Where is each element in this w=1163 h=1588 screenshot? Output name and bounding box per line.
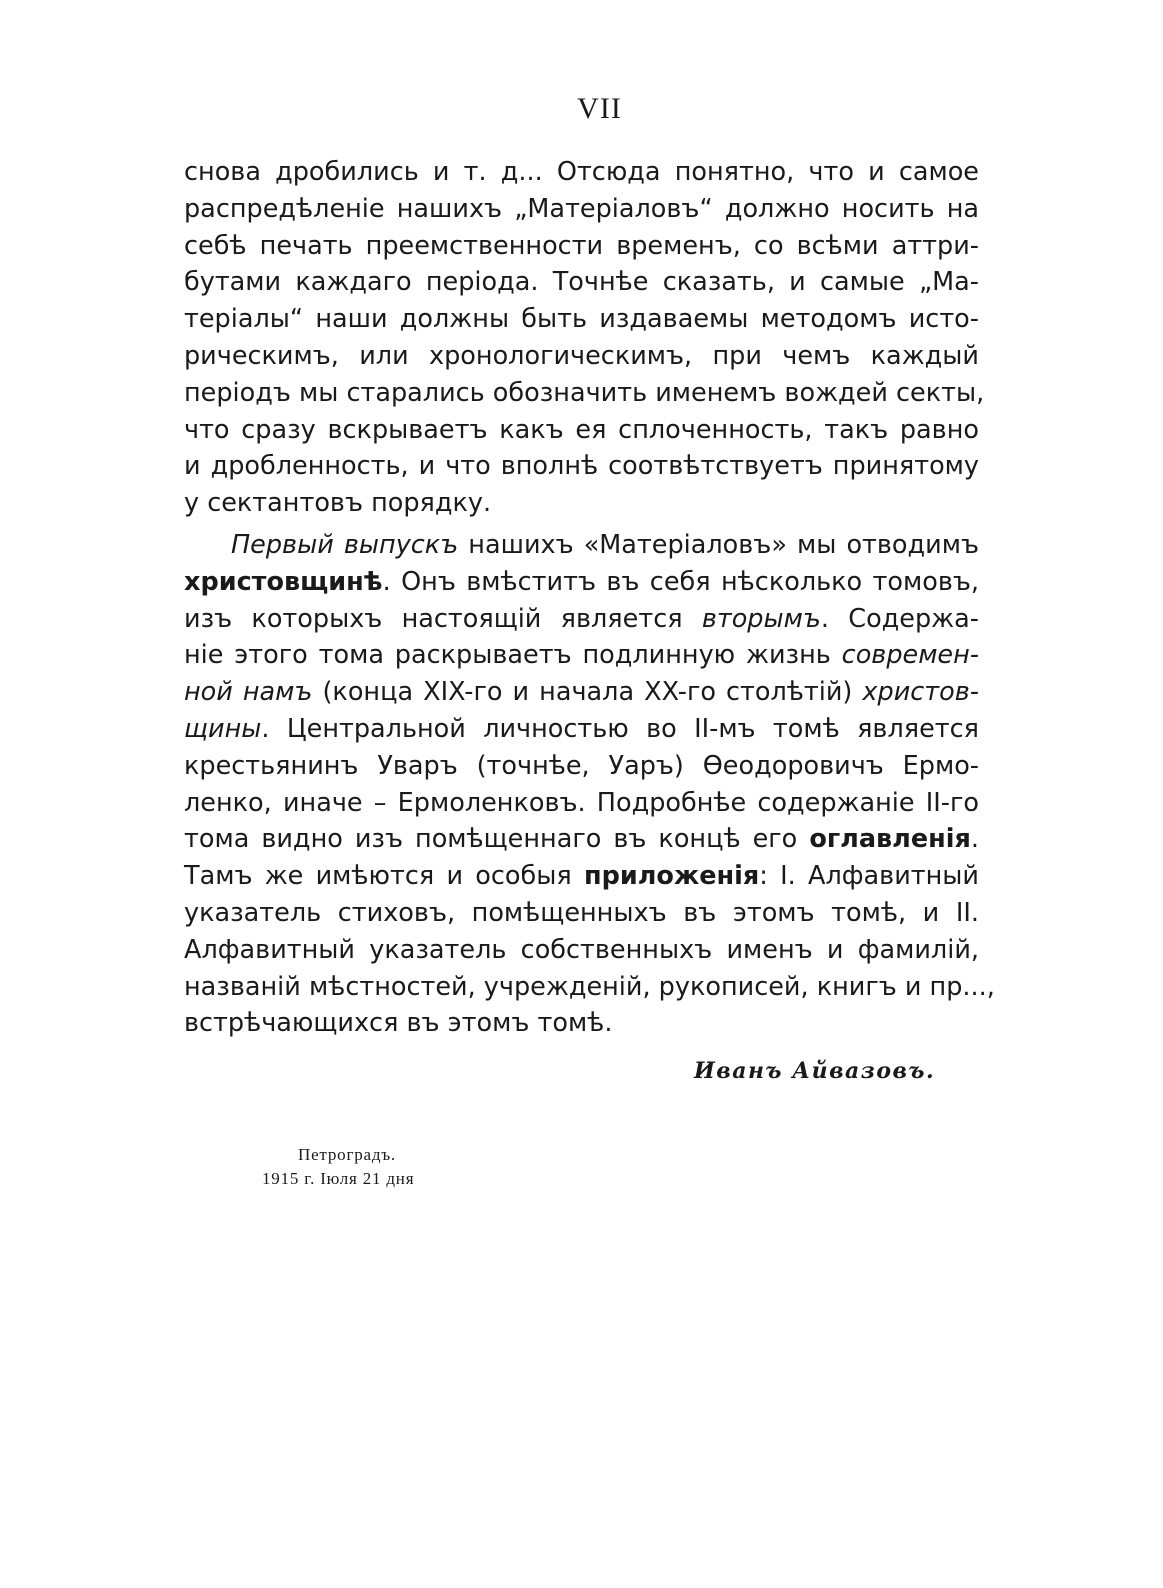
text-line: что сразу вскрываетъ какъ ея сплоченность, такъ равно <box>184 414 979 445</box>
text-line <box>184 858 979 895</box>
text-line: указатель стиховъ, помѣщенныхъ въ этомъ томѣ, и II. <box>184 897 979 928</box>
text-line: крестьянинъ Уваръ (точнѣе, Уаръ) Ѳеодоровичъ Ермо- <box>184 750 979 781</box>
italic-phrase: Первый выпускъ <box>231 529 459 560</box>
text-line <box>184 601 979 638</box>
text-line: теріалы“ наши должны быть издаваемы методомъ исто- <box>184 304 979 335</box>
text-run: Тамъ же имѣются и особыя <box>184 861 584 892</box>
page-number: VII <box>577 92 622 125</box>
text-run: (конца XIX-го и начала XX-го столѣтій) <box>312 677 863 708</box>
text-line: у сектантовъ порядку. <box>184 488 492 519</box>
body-text <box>184 154 995 1042</box>
text-run: . Содержа- <box>820 603 979 634</box>
text-line: періодъ мы старались обозначить именемъ вождей секты, <box>184 377 985 408</box>
bold-term: оглавленія <box>809 824 971 855</box>
text-line: бутами каждаго періода. Точнѣе сказать, и самые „Ма- <box>184 267 979 298</box>
date-line: 1915 г. Іюля 21 дня <box>262 1169 415 1188</box>
text-line: рическимъ, или хронологическимъ, при чемъ каждый <box>184 340 979 371</box>
text-run: ніе этого тома раскрываетъ подлинную жизнь <box>184 640 842 671</box>
italic-phrase: современ- <box>841 640 979 671</box>
place-line: Петроградъ. <box>298 1145 396 1164</box>
text-line: снова дробились и т. д... Отсюда понятно, что и самое <box>184 157 979 187</box>
text-line <box>184 564 979 601</box>
italic-phrase: щины <box>184 713 262 744</box>
text-run: нашихъ «Матеріаловъ» мы отводимъ <box>458 529 979 560</box>
text-line <box>184 821 979 858</box>
text-run: . <box>970 824 979 855</box>
text-line: Алфавитный указатель собственныхъ именъ и фамилій, <box>184 934 979 965</box>
italic-phrase: христов- <box>862 677 979 708</box>
text-line: себѣ печать преемственности временъ, со всѣми аттри- <box>184 230 979 261</box>
italic-phrase: вторымъ <box>701 603 821 634</box>
text-line: встрѣчающихся въ этомъ томѣ. <box>184 1008 613 1039</box>
bold-term: христовщинѣ <box>184 566 383 597</box>
italic-phrase: ной намъ <box>184 677 313 708</box>
author-signature: Иванъ Айвазовъ. <box>694 1058 936 1084</box>
text-line <box>184 674 979 711</box>
text-line: названій мѣстностей, учрежденій, рукописей, книгъ и пр..., <box>184 971 995 1002</box>
text-run: изъ которыхъ настоящій является <box>184 603 702 634</box>
text-run: тома видно изъ помѣщеннаго въ концѣ его <box>184 824 810 855</box>
text-line <box>184 711 979 748</box>
text-line <box>184 527 979 564</box>
text-line: распредѣленіе нашихъ „Матеріаловъ“ должно носить на <box>184 193 979 224</box>
text-run: . Центральной личностью во II-мъ томѣ является <box>261 713 979 744</box>
text-line: и дробленность, и что вполнѣ соотвѣтствуетъ принятому <box>184 451 979 482</box>
bold-term: приложенія <box>583 861 760 892</box>
text-line: ленко, иначе – Ермоленковъ. Подробнѣе содержаніе II-го <box>184 787 979 818</box>
text-line <box>184 637 979 674</box>
text-run: . Онъ вмѣститъ въ себя нѣсколько томовъ, <box>382 566 979 597</box>
text-run: : I. Алфавитный <box>759 861 980 892</box>
